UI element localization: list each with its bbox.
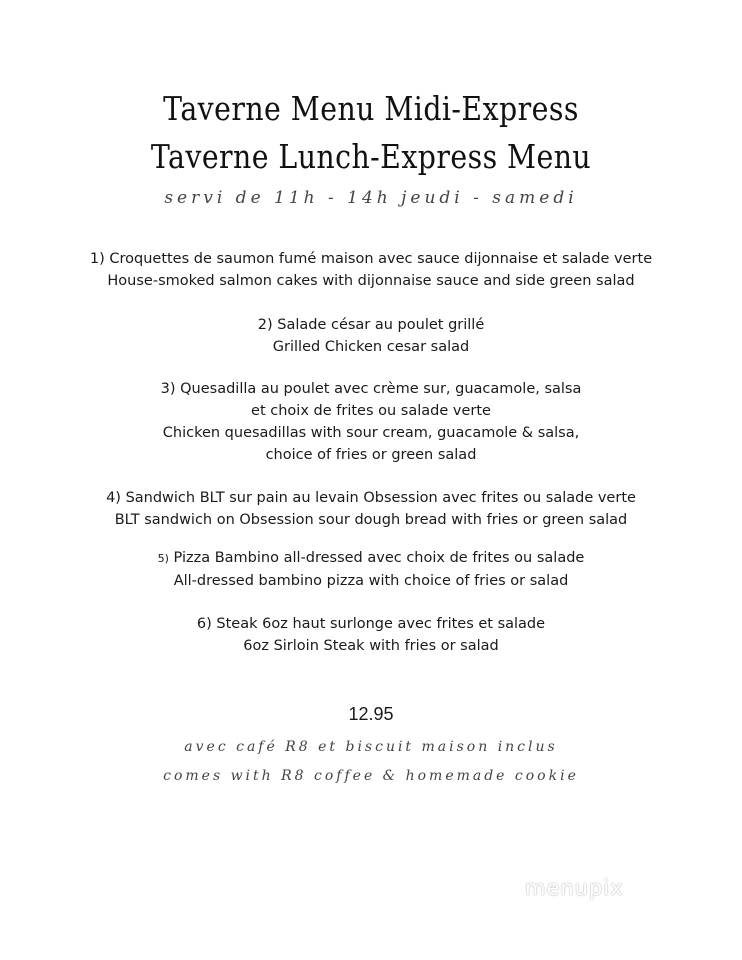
menu-item-number: 5) [157, 552, 169, 565]
includes-english: comes with R8 coffee & homemade cookie [163, 768, 579, 784]
menu-item-number: 4) [106, 490, 121, 506]
menu-item-6 [0, 613, 742, 657]
menu-item-french-line: 3) Quesadilla au poulet avec crème sur, guacamole, salsa [160, 381, 582, 397]
menu-item-french-line: et choix de frites ou salade verte [251, 403, 491, 419]
menu-item-5 [0, 547, 742, 592]
menu-item-french-line: 6) Steak 6oz haut surlonge avec frites et salade [196, 616, 546, 632]
menu-item-english-line: BLT sandwich on Obsession sour dough bread with fries or green salad [114, 512, 628, 528]
menu-item-number: 1) [89, 251, 105, 267]
menu-item-french-line: 4) Sandwich BLT sur pain au levain Obsession avec frites ou salade verte [106, 490, 636, 506]
menu-item-english-line: Chicken quesadillas with sour cream, guacamole & salsa, [162, 425, 580, 441]
menu-item-english-line: All-dressed bambino pizza with choice of fries or salad [173, 573, 569, 589]
menu-item-4 [0, 487, 742, 531]
menu-item-number: 3) [160, 381, 176, 397]
menu-item-english-line: House-smoked salmon cakes with dijonnaise sauce and side green salad [107, 273, 635, 289]
menu-title-french: Taverne Menu Midi-Express [163, 89, 579, 128]
menu-item-3 [0, 378, 742, 466]
menu-item-number: 6) [196, 616, 212, 632]
includes-french: avec café R8 et biscuit maison inclus [184, 739, 558, 755]
menupix-watermark: menupix [525, 876, 624, 900]
menu-item-english-line: 6oz Sirloin Steak with fries or salad [243, 638, 499, 654]
menu-item-number: 2) [257, 317, 273, 333]
menu-item-french-line: 5) Pizza Bambino all-dressed avec choix de frites ou salade [157, 550, 585, 566]
menu-item-english-line: Grilled Chicken cesar salad [272, 339, 470, 355]
menu-item-french-line: 2) Salade césar au poulet grillé [257, 317, 485, 333]
menu-item-english-line: choice of fries or green salad [265, 447, 477, 463]
menu-title-english: Taverne Lunch-Express Menu [150, 137, 592, 176]
menu-item-french-line: 1) Croquettes de saumon fumé maison avec sauce dijonnaise et salade verte [89, 251, 653, 267]
service-hours: servi de 11h - 14h jeudi - samedi [164, 188, 578, 208]
menu-item-1 [0, 248, 742, 292]
menu-price: 12.95 [348, 704, 394, 724]
menu-item-2 [0, 314, 742, 358]
